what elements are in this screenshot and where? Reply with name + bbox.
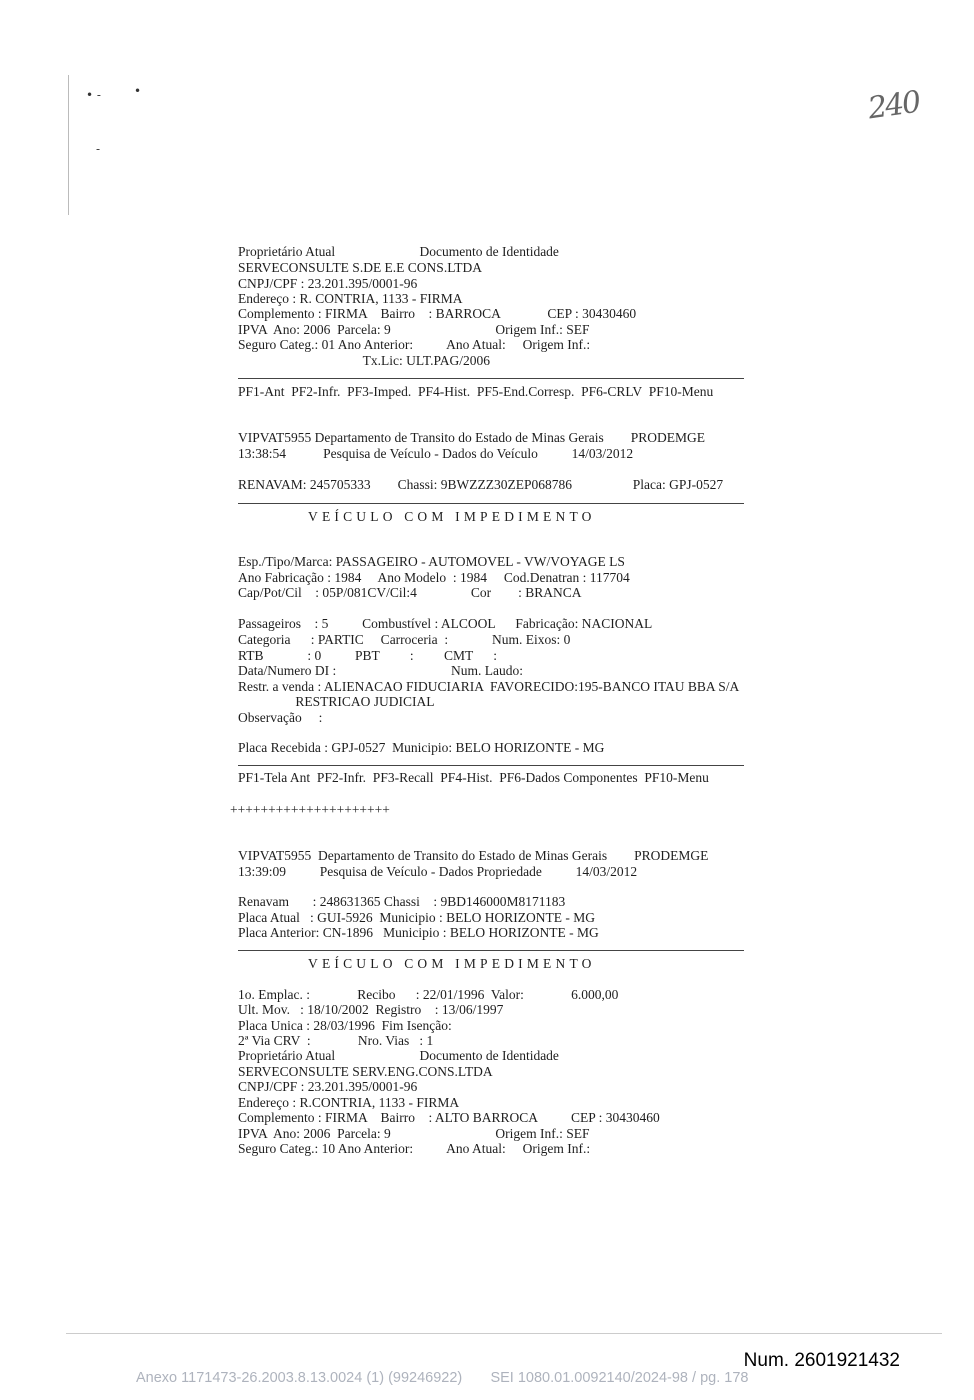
scan-speck: • - <box>86 88 101 102</box>
text-line: VIPVAT5955 Departamento de Transito do Estado de Minas Gerais PRODEMGE <box>238 430 705 445</box>
separator-plus-line: +++++++++++++++++++++ <box>230 802 390 817</box>
text-line: Endereço : R.CONTRIA, 1133 - FIRMA <box>238 1095 460 1110</box>
impediment-heading: VEÍCULO COM IMPEDIMENTO <box>308 956 596 971</box>
text-line: Esp./Tipo/Marca: PASSAGEIRO - AUTOMOVEL - VW/VOYAGE LS <box>238 554 625 569</box>
text-line: 2ª Via CRV : Nro. Vias : 1 <box>238 1033 434 1048</box>
text-line: IPVA Ano: 2006 Parcela: 9 Origem Inf.: SEF <box>238 1126 590 1141</box>
function-keys-line: PF1-Ant PF2-Infr. PF3-Imped. PF4-Hist. PF5-End.Corresp. PF6-CRLV PF10-Menu <box>238 384 714 399</box>
divider <box>238 503 744 504</box>
text-line: SERVECONSULTE S.DE E.E CONS.LTDA <box>238 260 482 275</box>
text-line: Endereço : R. CONTRIA, 1133 - FIRMA <box>238 291 463 306</box>
scan-margin-line <box>68 75 69 215</box>
text-line: Cap/Pot/Cil : 05P/081CV/Cil:4 Cor : BRANCA <box>238 585 582 600</box>
text-line: Placa Recebida : GPJ-0527 Municipio: BELO HORIZONTE - MG <box>238 740 605 755</box>
text-line: Complemento : FIRMA Bairro : ALTO BARROCA CEP : 30430460 <box>238 1110 660 1125</box>
text-line: Ano Fabricação : 1984 Ano Modelo : 1984 Cod.Denatran : 117704 <box>238 570 630 585</box>
divider <box>238 765 744 766</box>
text-line: Placa Unica : 28/03/1996 Fim Isenção: <box>238 1018 452 1033</box>
text-line: Tx.Lic: ULT.PAG/2006 <box>238 353 491 368</box>
annex-reference: Anexo 1171473-26.2003.8.13.0024 (1) (99246922) SEI 1080.01.0092140/2024-98 / pg. 178 <box>136 1370 749 1386</box>
text-line: 1o. Emplac. : Recibo : 22/01/1996 Valor: 6.000,00 <box>238 987 619 1002</box>
text-line: CNPJ/CPF : 23.201.395/0001-96 <box>238 276 418 291</box>
text-line: Proprietário Atual Documento de Identidade <box>238 1048 559 1063</box>
text-line: SERVECONSULTE SERV.ENG.CONS.LTDA <box>238 1064 493 1079</box>
text-line: RESTRICAO JUDICIAL <box>238 694 435 709</box>
scan-speck: - <box>96 142 101 156</box>
text-line: 13:38:54 Pesquisa de Veículo - Dados do Veículo 14/03/2012 <box>238 446 634 461</box>
text-line: Restr. a venda : ALIENACAO FIDUCIARIA FAVORECIDO:195-BANCO ITAU BBA S/A <box>238 679 740 694</box>
text-line: RENAVAM: 245705333 Chassi: 9BWZZZ30ZEP068786 Placa: GPJ-0527 <box>238 477 724 492</box>
text-line: Proprietário Atual Documento de Identidade <box>238 244 559 259</box>
text-line: Seguro Categ.: 01 Ano Anterior: Ano Atual: Origem Inf.: <box>238 337 591 352</box>
text-line: RTB : 0 PBT : CMT : <box>238 648 497 663</box>
text-line: Placa Atual : GUI-5926 Municipio : BELO HORIZONTE - MG <box>238 910 595 925</box>
text-line: Placa Anterior: CN-1896 Municipio : BELO HORIZONTE - MG <box>238 925 599 940</box>
handwritten-page-number: 240 <box>865 84 922 127</box>
text-line: IPVA Ano: 2006 Parcela: 9 Origem Inf.: SEF <box>238 322 590 337</box>
text-line: 13:39:09 Pesquisa de Veículo - Dados Propriedade 14/03/2012 <box>238 864 638 879</box>
text-line: Renavam : 248631365 Chassi : 9BD146000M8171183 <box>238 894 566 909</box>
text-line: Ult. Mov. : 18/10/2002 Registro : 13/06/1997 <box>238 1002 504 1017</box>
text-line: Complemento : FIRMA Bairro : BARROCA CEP : 30430460 <box>238 306 637 321</box>
document-number: Num. 2601921432 <box>743 1350 900 1371</box>
text-line: Observação : <box>238 710 323 725</box>
divider <box>238 950 744 951</box>
text-line: CNPJ/CPF : 23.201.395/0001-96 <box>238 1079 418 1094</box>
text-line: Categoria : PARTIC Carroceria : Num. Eixos: 0 <box>238 632 571 647</box>
text-line: Data/Numero DI : Num. Laudo: <box>238 663 523 678</box>
text-line: VIPVAT5955 Departamento de Transito do Estado de Minas Gerais PRODEMGE <box>238 848 709 863</box>
impediment-heading: VEÍCULO COM IMPEDIMENTO <box>308 509 596 524</box>
text-line: Passageiros : 5 Combustível : ALCOOL Fabricação: NACIONAL <box>238 616 653 631</box>
text-line: Seguro Categ.: 10 Ano Anterior: Ano Atual: Origem Inf.: <box>238 1141 591 1156</box>
function-keys-line: PF1-Tela Ant PF2-Infr. PF3-Recall PF4-Hist. PF6-Dados Componentes PF10-Menu <box>238 770 709 785</box>
scan-speck: • <box>134 84 142 98</box>
divider <box>238 378 744 379</box>
page-bottom-divider <box>66 1333 942 1334</box>
